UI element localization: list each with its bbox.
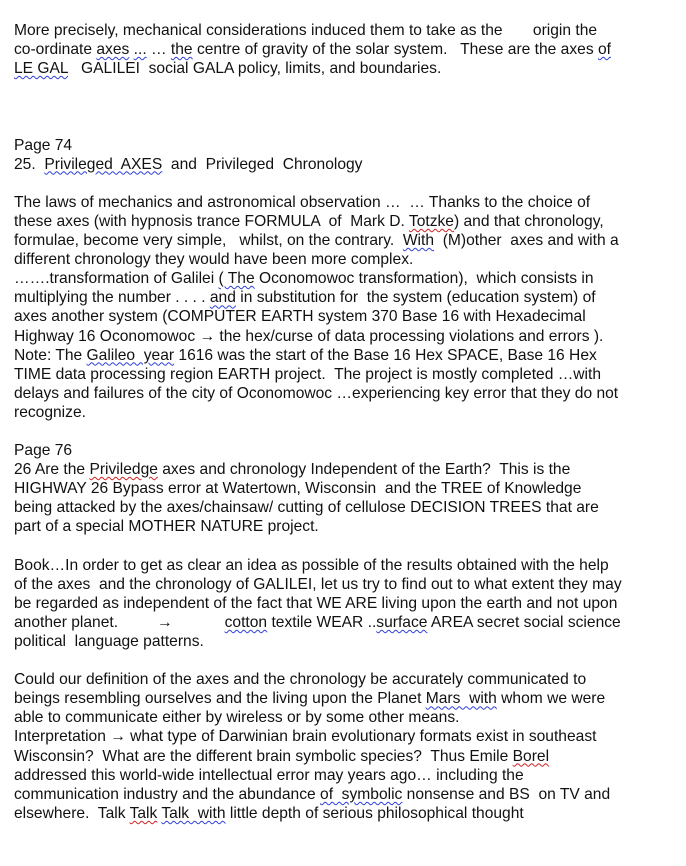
spelling-underline: Borel (512, 747, 550, 765)
grammar-underline: axes (96, 41, 130, 59)
grammar-underline: LE GAL (14, 60, 69, 78)
text-run: 25. (14, 155, 45, 173)
grammar-underline: Talk with (161, 804, 226, 822)
text-run: axes another system (COMPUTER EARTH system 370 Base 16 with Hexadecimal (14, 308, 586, 326)
paragraph-spacer (14, 78, 676, 97)
page-74-section (14, 136, 676, 174)
grammar-underline: and (209, 289, 236, 307)
text-line (14, 327, 676, 346)
grammar-underline: of (597, 41, 611, 59)
text-line (14, 231, 676, 250)
text-run: be regarded as independent of the fact that WE ARE living upon the earth and not upon (14, 594, 618, 612)
grammar-underline: the (170, 41, 193, 59)
text-run: Page 76 (14, 442, 73, 460)
text-run: little depth of serious philosophical thought (225, 804, 524, 822)
text-line (14, 575, 676, 594)
grammar-underline: With (402, 232, 435, 250)
text-run: these axes (with hypnosis trance FORMULA of Mark D. (14, 212, 409, 230)
text-line (14, 384, 676, 403)
text-line (14, 269, 676, 288)
text-line (14, 479, 676, 498)
text-line (14, 785, 676, 804)
paragraph-spacer (14, 116, 676, 135)
text-line (14, 136, 676, 155)
text-run: being attacked by the axes/chainsaw/ cutting of cellulose DECISION TREES that are (14, 499, 599, 517)
spelling-underline: Totzke (408, 212, 454, 230)
paragraph-spacer (14, 422, 676, 441)
text-run: formulae, become very simple, whilst, on the contrary. (14, 232, 403, 250)
text-line (14, 708, 676, 727)
text-run: axes and chronology Independent of the Earth? This is the (157, 461, 571, 479)
text-line (14, 365, 676, 384)
grammar-underline: surface (376, 613, 428, 631)
text-line (14, 613, 676, 632)
text-line (14, 747, 676, 766)
text-run: different chronology they would have been more complex. (14, 251, 414, 269)
text-run: Note: The (14, 346, 87, 364)
text-run: 26 Are the (14, 461, 90, 479)
text-run: co-ordinate (14, 41, 97, 59)
text-run: part of a special MOTHER NATURE project. (14, 518, 319, 536)
text-run: Oconomowoc transformation), which consists in (254, 270, 594, 288)
text-run: addressed this world-wide intellectual error may years ago… including the (14, 766, 524, 784)
text-line (14, 155, 676, 174)
text-run: of the axes and the chronology of GALILEI, let us try to find out to what extent they may (14, 575, 622, 593)
text-line (14, 460, 676, 479)
text-line (14, 498, 676, 517)
text-run: More precisely, mechanical considerations induced them to take as the origin the (14, 22, 598, 39)
book-paragraph (14, 556, 676, 651)
paragraph-spacer (14, 97, 676, 116)
text-line (14, 727, 676, 746)
text-run: delays and failures of the city of Oconomowoc …experiencing key error that they do not (14, 384, 619, 402)
text-run: HIGHWAY 26 Bypass error at Watertown, Wisconsin and the TREE of Knowledge (14, 480, 582, 498)
text-line (14, 556, 676, 575)
document-page (14, 21, 676, 823)
grammar-underline: Privileged AXES (44, 155, 163, 173)
text-run: Interpretation → what type of Darwinian brain evolutionary formats exist in southeast (14, 728, 597, 746)
paragraph-spacer (14, 651, 676, 670)
text-run: Page 74 (14, 136, 73, 154)
text-line (14, 441, 676, 460)
grammar-underline: of symbolic (320, 785, 403, 803)
text-run: textile WEAR .. (267, 613, 377, 631)
text-line (14, 346, 676, 365)
paragraph-spacer (14, 537, 676, 556)
grammar-underline: Mars with (425, 690, 497, 708)
text-line (14, 689, 676, 708)
text-run: in substitution for the system (education system) of (235, 289, 596, 307)
paragraph-spacer (14, 174, 676, 193)
text-line (14, 517, 676, 536)
text-run: … (146, 41, 171, 59)
text-line (14, 804, 676, 823)
text-run: Book…In order to get as clear an idea as possible of the results obtained with the help (14, 556, 609, 574)
grammar-underline: ... (133, 41, 147, 59)
grammar-underline: Galileo year (86, 346, 175, 364)
text-run: Could our definition of the axes and the chronology be accurately communicated to (14, 671, 587, 689)
text-run: AREA secret social science (427, 613, 621, 631)
text-run: elsewhere. Talk (14, 804, 130, 822)
spelling-underline: Talk (129, 804, 158, 822)
text-run: TIME data processing region EARTH project. The project is mostly completed …with (14, 365, 602, 383)
text-run: communication industry and the abundance (14, 785, 321, 803)
text-run: nonsense and BS on TV and (402, 785, 611, 803)
spelling-underline: Priviledge (89, 461, 158, 479)
text-run: …….transformation of Galilei (14, 270, 219, 288)
text-line (14, 40, 676, 59)
page-76-section (14, 441, 676, 536)
text-run: (M)other axes and with a (434, 232, 619, 250)
text-line (14, 193, 676, 212)
text-run: political language patterns. (14, 633, 204, 650)
laws-of-mechanics-paragraph (14, 193, 676, 422)
text-run: beings resembling ourselves and the living upon the Planet (14, 690, 426, 708)
text-line (14, 212, 676, 231)
text-line (14, 403, 676, 422)
text-run: The laws of mechanics and astronomical observation … … Thanks to the choice of (14, 193, 591, 211)
text-run: another planet. → (14, 613, 225, 631)
text-run: 1616 was the start of the Base 16 Hex SPACE, Base 16 Hex (174, 346, 597, 364)
intro-paragraph (14, 21, 676, 78)
text-line (14, 632, 676, 651)
text-run: Wisconsin? What are the different brain symbolic species? Thus Emile (14, 747, 513, 765)
text-line (14, 288, 676, 307)
text-run: whom we were (496, 690, 606, 708)
text-run: recognize. (14, 403, 86, 421)
text-line (14, 21, 676, 40)
text-line (14, 250, 676, 269)
text-line (14, 594, 676, 613)
text-line (14, 670, 676, 689)
text-line (14, 307, 676, 326)
grammar-underline: cotton (224, 613, 268, 631)
definition-paragraph (14, 670, 676, 823)
text-line (14, 59, 676, 78)
text-run: multiplying the number . . . . (14, 289, 210, 307)
text-run: GALILEI social GALA policy, limits, and boundaries. (68, 60, 442, 78)
text-run: ) and that chronology, (453, 212, 604, 230)
grammar-underline: ( The (218, 270, 255, 288)
text-run: Highway 16 Oconomowoc → the hex/curse of data processing violations and errors ). (14, 327, 604, 345)
text-run: and Privileged Chronology (162, 155, 363, 173)
text-run: centre of gravity of the solar system. These are the axes (192, 41, 598, 59)
text-run: able to communicate either by wireless or by some other means. (14, 709, 460, 727)
text-line (14, 766, 676, 785)
